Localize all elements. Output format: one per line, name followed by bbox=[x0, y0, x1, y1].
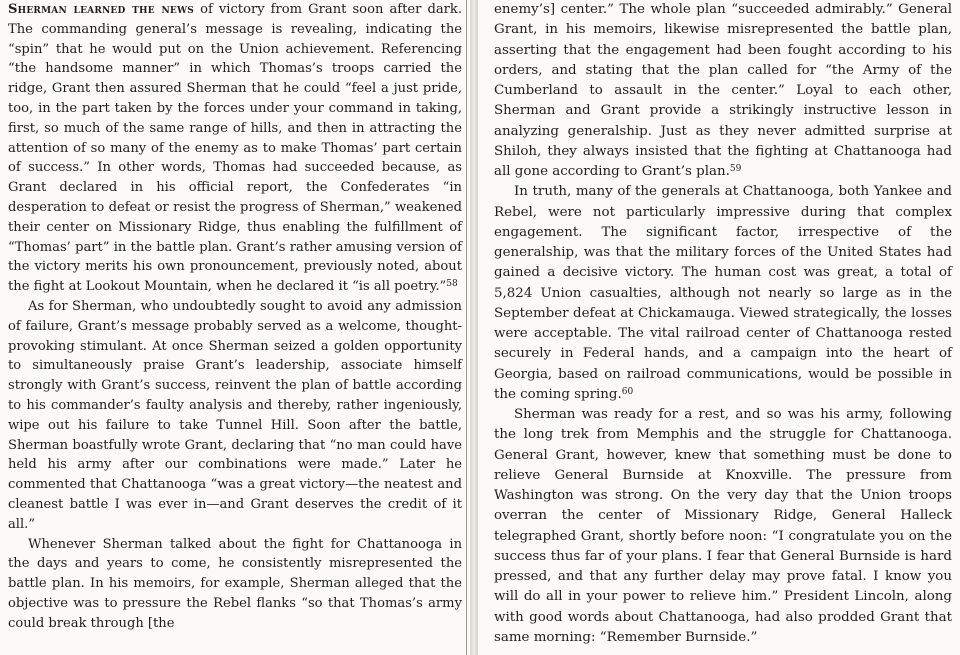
footnote-ref-58: 58 bbox=[446, 279, 458, 290]
left-page-edge-rule bbox=[466, 0, 467, 655]
footnote-ref-60: 60 bbox=[621, 386, 634, 397]
footnote-ref-59: 59 bbox=[729, 164, 742, 174]
left-column bbox=[8, 0, 462, 634]
left-page bbox=[0, 0, 470, 655]
right-paragraph-1-text: enemy’s] center.” The whole plan “succeeded admirably.” General Grant, in his memoirs, likewise misrepresented the battle plan, asserting that the engagement had been fought according to his orders, and stating that the plan called for “the Army of the Cumberland to assault in the center.” Loyal to each other, Sherman and Grant provide a strikingly instructive lesson in analyzing generalship. Just as they never admitted surprise at Shiloh, they always insisted that the fighting at Chattanooga had all gone according to Grant’s plan. bbox=[494, 2, 952, 179]
left-paragraph-2: As for Sherman, who undoubtedly sought to avoid any admission of failure, Grant’s message probably served as a welcome, thought-provoking stimulant. At once Sherman seized a golden opportunity to simultaneously praise Grant’s leadership, associate himself strongly with Grant’s success, reinvent the plan of battle according to his commander’s faulty analysis and thereby, rather ingeniously, wipe out his failure to take Tunnel Hill. Soon after the battle, Sherman boastfully wrote Grant, declaring that “no man could have held his army after our combinations were made.” Later he commented that Chattanooga “was a great victory—the neatest and cleanest battle I was ever in—and Grant deserves the credit of it all.” bbox=[8, 298, 462, 532]
left-paragraph-1-text: of victory from Grant soon after dark. The commanding general’s message is revealing, indicating the “spin” that he would put on the Union achievement. Referencing “the handsome manner” in which Thomas’s troops carried the ridge, Grant then assured Sherman that he could “feel a just pride, too, in the part taken by the forces under your command in taking, first, so much of the same range of hills, and then in attracting the attention of so many of the enemy as to make Thomas’ part certain of success.” In other words, Thomas had succeeded because, as Grant declared in his official report, the Confederates “in desperation to defeat or resist the progress of Sherman,” weakened their center on Missionary Ridge, thus enabling the fulfillment of “Thomas’ part” in the battle plan. Grant’s rather amusing version of the victory merits his own pronouncement, previously noted, about the fight at Lookout Mountain, when he declared it “is all poetry.” bbox=[8, 2, 463, 295]
book-gutter bbox=[470, 0, 478, 655]
right-column bbox=[494, 0, 952, 648]
right-page bbox=[478, 0, 960, 655]
left-paragraph-1 bbox=[8, 0, 462, 297]
right-paragraph-1 bbox=[494, 0, 952, 182]
chapter-lead-in: Sherman learned the news bbox=[8, 2, 194, 17]
left-paragraph-3: Whenever Sherman talked about the fight for Chattanooga in the days and years to come, he consistently misrepresented the battle plan. In his memoirs, for example, Sherman alleged that the objective was to pressure the Rebel flanks “so that Thomas’s army could break through [the bbox=[8, 536, 462, 631]
right-paragraph-2-text: In truth, many of the generals at Chattanooga, both Yankee and Rebel, were not particularly impressive during that complex engagement. The significant factor, irrespective of the generalship, was that the military forces of the United States had gained a decisive victory. The human cost was great, a total of 5,824 Union casualties, although not nearly so large as in the September defeat at Chickamauga. Viewed strategically, the losses were acceptable. The vital railroad center of Chattanooga rested securely in Federal hands, and a campaign into the heart of Georgia, based on railroad communications, would be possible in the coming spring. bbox=[494, 184, 952, 402]
right-paragraph-2 bbox=[494, 182, 952, 405]
right-paragraph-3: Sherman was ready for a rest, and so was his army, following the long trek from Memphis and the struggle for Chattanooga. General Grant, however, knew that something must be done to relieve General Burnside at Knoxville. The pressure from Washington was strong. On the very day that the Union troops overran the center of Missionary Ridge, General Halleck telegraphed Grant, shortly before noon: “I congratulate you on the success thus far of your plans. I fear that General Burnside is hard pressed, and that any further delay may prove fatal. I know you will do all in your power to relieve him.” President Lincoln, along with good words about Chattanooga, had also prodded Grant that same morning: “Remember Burnside.” bbox=[494, 407, 952, 645]
